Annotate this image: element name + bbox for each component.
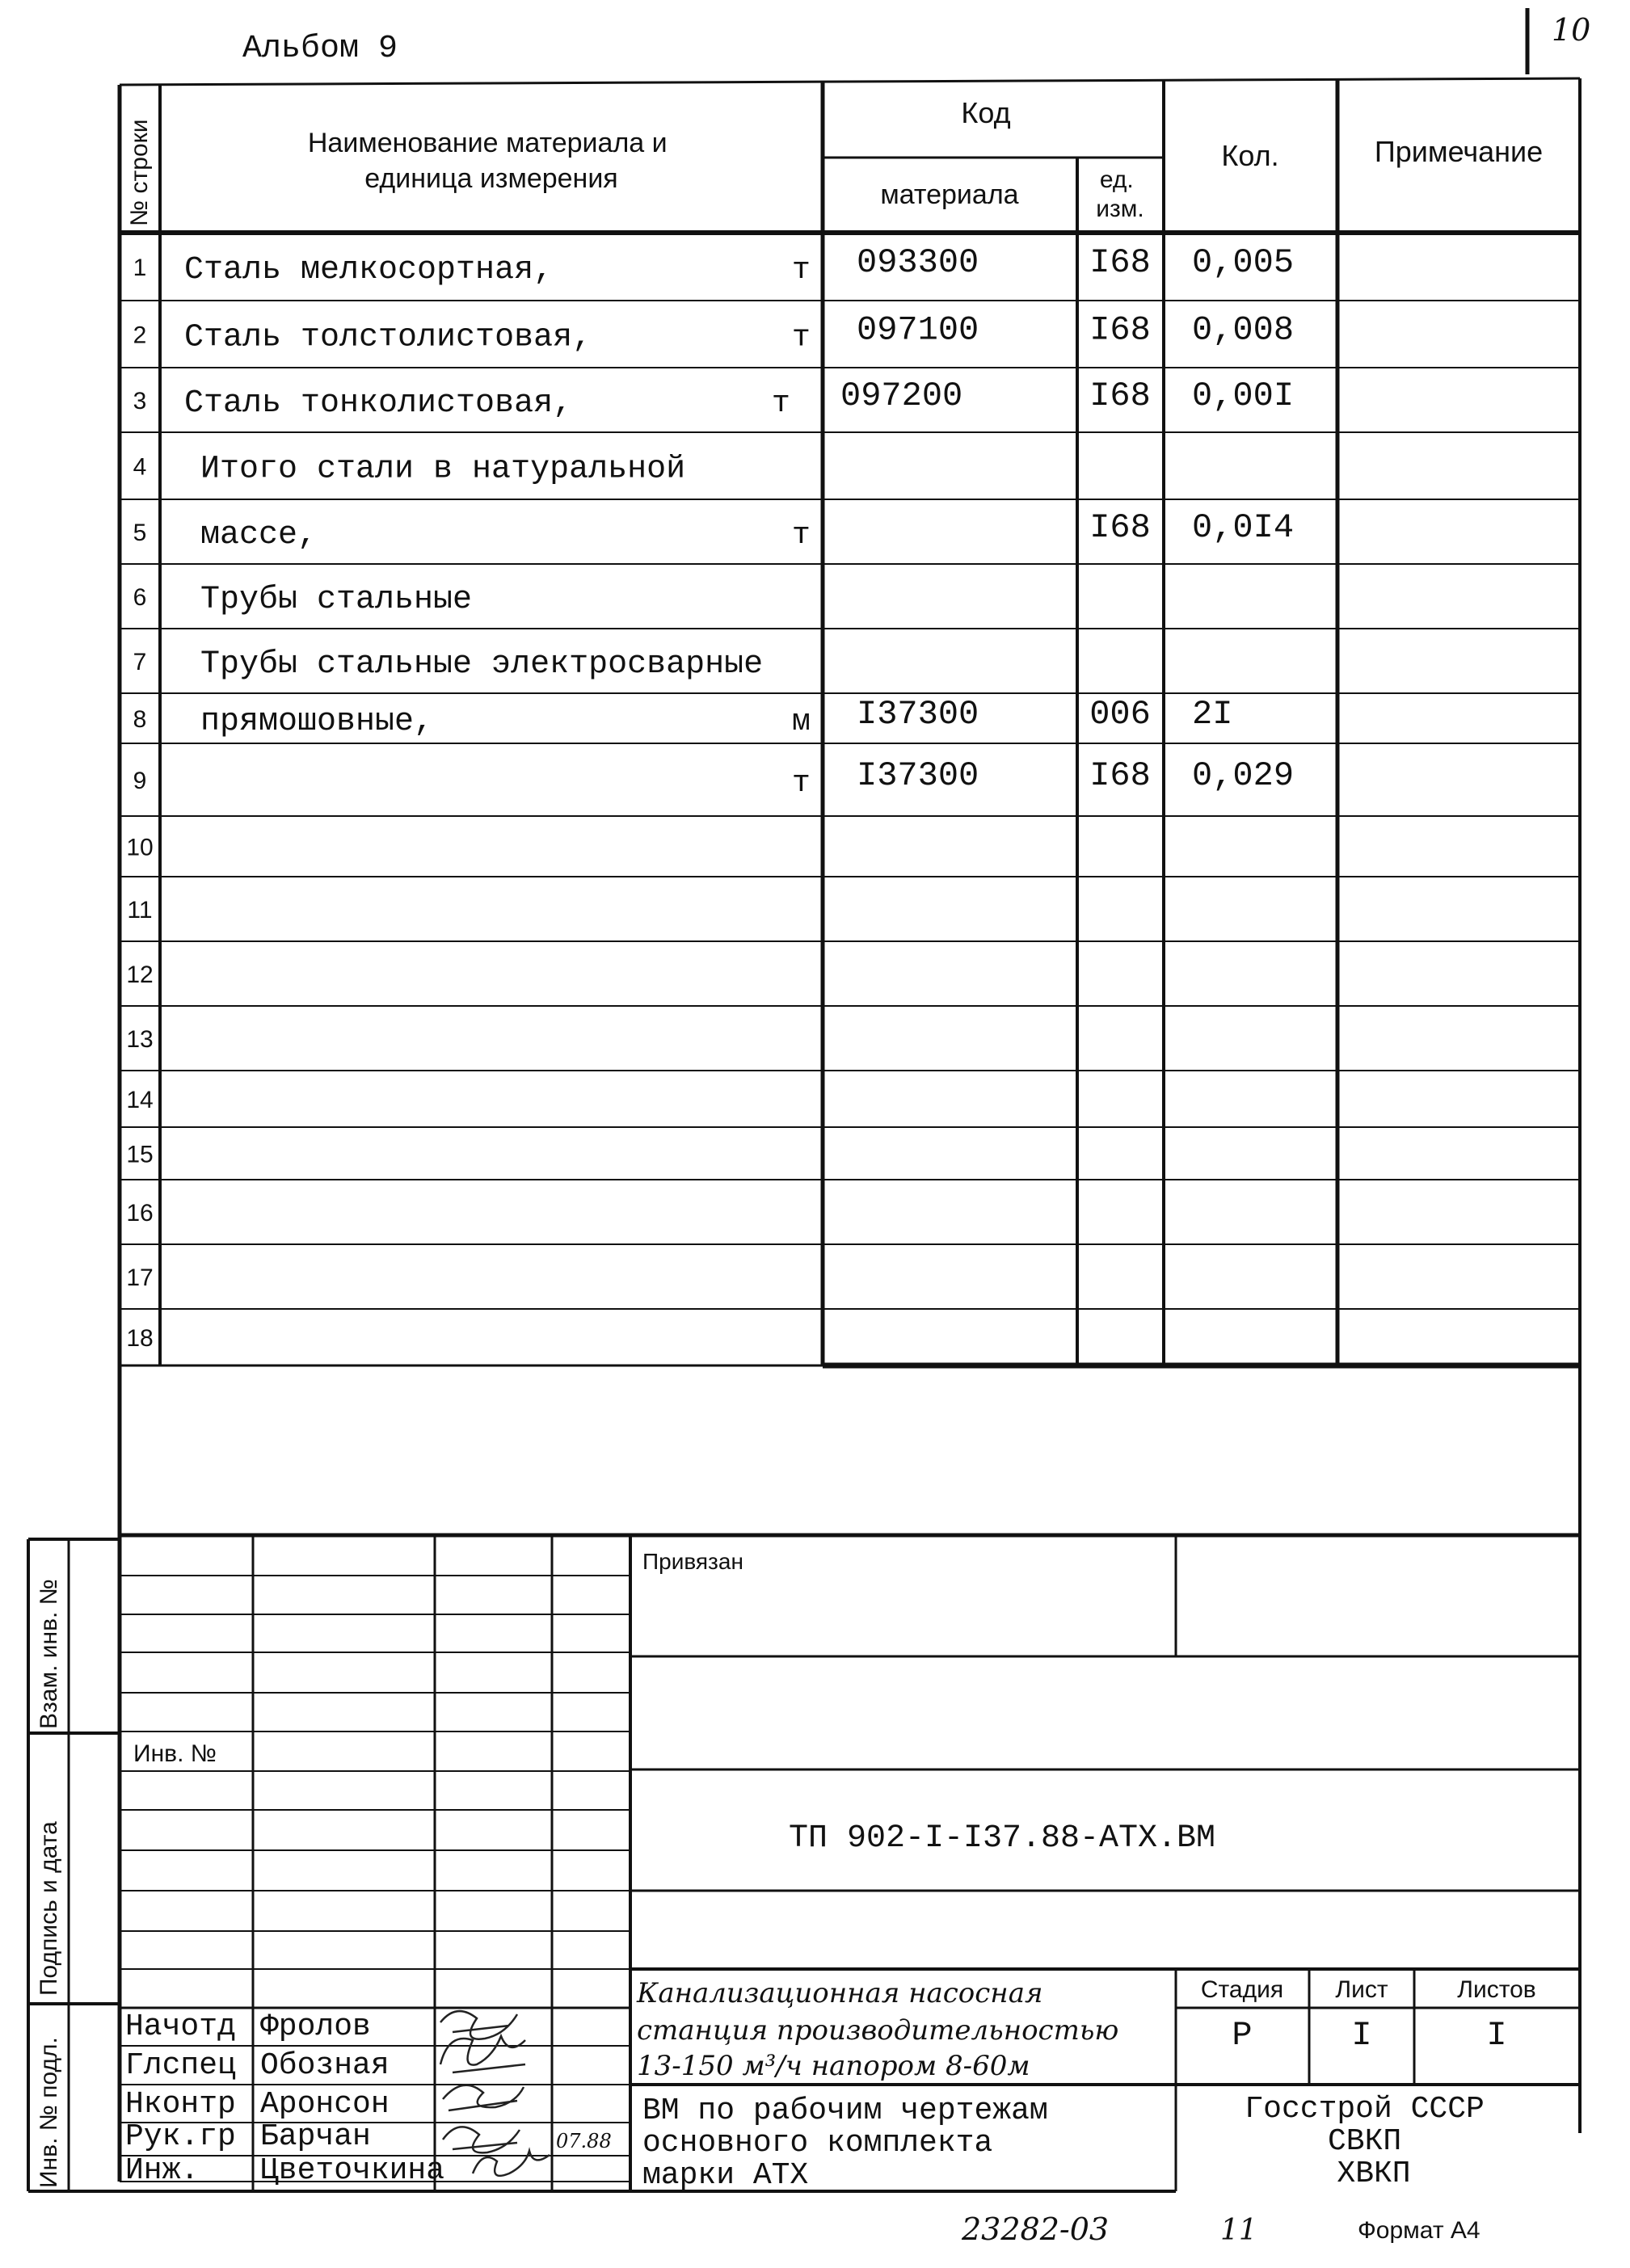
row-material-code: 097100 xyxy=(857,310,979,350)
signature-tsvetochkina xyxy=(473,2151,550,2176)
row-numbers xyxy=(126,255,153,1352)
col-header-code: Код xyxy=(961,96,1011,129)
spec-row xyxy=(184,311,1294,356)
doc-title-line-3: марки АТХ xyxy=(642,2158,809,2193)
row-number: 7 xyxy=(133,649,147,675)
row-qty: 0,005 xyxy=(1192,243,1295,282)
stamp-sheets-label: Листов xyxy=(1457,1976,1536,2003)
row-number: 16 xyxy=(126,1200,154,1227)
col-header-material-code: материала xyxy=(880,179,1019,210)
signers xyxy=(125,2009,444,2188)
signature-frolov xyxy=(440,2011,517,2039)
row-number: 18 xyxy=(126,1325,154,1352)
doc-title-line-1: ВМ по рабочим чертежам xyxy=(642,2093,1048,2128)
row-number: 5 xyxy=(133,520,147,546)
col-header-name xyxy=(308,128,675,194)
signer-row xyxy=(125,2048,390,2083)
row-unit-code: 006 xyxy=(1089,695,1151,734)
stamp-sheet-value: I xyxy=(1351,2016,1372,2055)
stamp-doc-title xyxy=(642,2093,1067,2193)
project-title-line-3: 13-150 м³/ч напором 8-60м xyxy=(637,2050,1030,2082)
footer-format: Формат А4 xyxy=(1358,2217,1480,2244)
signer-name: Аронсон xyxy=(260,2087,390,2122)
stamp-sheet-label: Лист xyxy=(1335,1976,1388,2003)
row-name: Итого стали в натуральной xyxy=(200,451,686,488)
stamp-doc-code: ТП 902-I-I37.88-АТХ.ВМ xyxy=(788,1820,1216,1857)
stamp-stage-label: Стадия xyxy=(1200,1976,1284,2003)
row-unit: т xyxy=(792,518,811,553)
spec-row xyxy=(184,377,1294,422)
stamp-stage-value: Р xyxy=(1232,2016,1253,2055)
row-name: Сталь тонколистовая, xyxy=(184,385,573,422)
row-unit: т xyxy=(792,253,811,288)
signer-role: Глспец xyxy=(125,2048,236,2083)
signer-name: Фролов xyxy=(260,2009,371,2044)
row-material-code: I37300 xyxy=(857,695,979,734)
page-number: 10 xyxy=(1552,12,1591,48)
row-unit: т xyxy=(792,766,811,801)
row-number: 12 xyxy=(126,961,154,988)
col-header-unit-code-line-2: изм. xyxy=(1096,196,1144,222)
row-qty: 0,0I4 xyxy=(1192,508,1295,547)
row-number: 14 xyxy=(126,1087,154,1113)
row-name: Трубы стальные xyxy=(200,582,473,618)
signer-name: Барчан xyxy=(260,2119,371,2154)
row-material-code: I37300 xyxy=(857,756,979,795)
row-number: 13 xyxy=(126,1026,154,1053)
row-unit-code: I68 xyxy=(1089,508,1151,547)
row-qty: 0,029 xyxy=(1192,756,1295,795)
doc-title-line-2: основного комплекта xyxy=(642,2126,993,2161)
row-number: 4 xyxy=(133,453,147,481)
footer-archive-no: 23282-03 xyxy=(962,2211,1110,2247)
row-name: массе, xyxy=(200,517,318,553)
row-unit-code: I68 xyxy=(1089,377,1151,415)
row-material-code: 097200 xyxy=(840,377,963,415)
signer-role: Рук.гр xyxy=(125,2119,236,2154)
spec-rows xyxy=(184,243,1294,801)
project-title-line-2: станция производительностью xyxy=(637,2014,1119,2047)
stamp-date: 07.88 xyxy=(556,2130,612,2152)
stamp-org xyxy=(1245,2092,1502,2191)
row-number: 9 xyxy=(133,768,147,794)
signer-role: Инж. xyxy=(125,2153,200,2188)
row-name: Трубы стальные электросварные xyxy=(200,646,764,683)
row-name: Сталь толстолистовая, xyxy=(184,319,592,356)
stamp-inv-no: Инв. № xyxy=(133,1740,217,1767)
row-number: 17 xyxy=(126,1264,154,1291)
project-title-line-1: Канализационная насосная xyxy=(637,1977,1043,2009)
margin-label-inv-podl: Инв. № подл. xyxy=(36,2037,62,2188)
org-line-3: ХВКП xyxy=(1337,2156,1411,2191)
col-header-unit-code-line-1: ед. xyxy=(1099,166,1134,193)
org-line-2: СВКП xyxy=(1327,2124,1402,2159)
col-header-name-line-2: единица измерения xyxy=(364,163,618,194)
signature-marks xyxy=(440,2011,550,2176)
row-number: 10 xyxy=(126,834,154,861)
spec-row xyxy=(184,243,1294,288)
row-unit-code: I68 xyxy=(1089,310,1151,350)
spec-row xyxy=(200,646,763,683)
spec-row xyxy=(200,452,685,488)
row-qty: 0,008 xyxy=(1192,310,1295,350)
row-number: 15 xyxy=(126,1141,154,1168)
margin-label-podpis-data: Подпись и дата xyxy=(36,1821,62,1996)
row-number: 11 xyxy=(127,897,153,924)
col-header-note: Примечание xyxy=(1374,135,1544,168)
row-name: Сталь мелкосортная, xyxy=(184,252,554,288)
signature-barchan xyxy=(443,2127,520,2152)
row-number: 2 xyxy=(133,322,147,349)
row-unit-code: I68 xyxy=(1089,756,1151,795)
spec-row xyxy=(200,508,1294,553)
spec-row xyxy=(200,582,472,618)
stamp-sheets-value: I xyxy=(1486,2016,1507,2055)
stamp-project-title xyxy=(636,1977,1127,2082)
row-unit: м xyxy=(792,705,811,739)
row-material-code: 093300 xyxy=(857,243,979,282)
signature-aronson xyxy=(443,2085,524,2110)
row-qty: 0,00I xyxy=(1192,377,1295,415)
stamp-privyazan: Привязан xyxy=(642,1549,743,1574)
row-unit-code: I68 xyxy=(1089,243,1151,282)
col-header-name-line-1: Наименование материала и xyxy=(307,128,668,158)
col-header-row-no: № строки xyxy=(126,119,153,226)
row-number: 8 xyxy=(133,706,147,733)
signer-row xyxy=(125,2119,371,2154)
signer-role: Начотд xyxy=(125,2009,236,2044)
row-unit: т xyxy=(772,386,790,421)
row-number: 1 xyxy=(133,255,147,281)
signature-oboznaya xyxy=(440,2036,525,2072)
signer-role: Нконтр xyxy=(125,2087,236,2122)
row-number: 6 xyxy=(133,584,147,611)
col-header-unit-code xyxy=(1096,166,1144,222)
row-qty: 2I xyxy=(1192,695,1233,734)
signer-row xyxy=(125,2153,444,2188)
footer-handwritten: 11 xyxy=(1220,2214,1257,2247)
signer-name: Обозная xyxy=(260,2048,390,2083)
signer-row xyxy=(125,2087,390,2122)
org-line-1: Госстрой СССР xyxy=(1245,2092,1485,2127)
album-label: Альбом 9 xyxy=(242,31,398,67)
row-unit: т xyxy=(792,320,811,356)
row-number: 3 xyxy=(133,388,147,414)
signer-row xyxy=(125,2009,371,2044)
margin-label-vzam-inv: Взам. инв. № xyxy=(36,1579,62,1729)
row-name: прямошовные, xyxy=(200,704,434,740)
col-header-qty: Кол. xyxy=(1221,139,1279,172)
signer-name: Цветочкина xyxy=(260,2153,445,2188)
spec-row xyxy=(792,756,1294,801)
